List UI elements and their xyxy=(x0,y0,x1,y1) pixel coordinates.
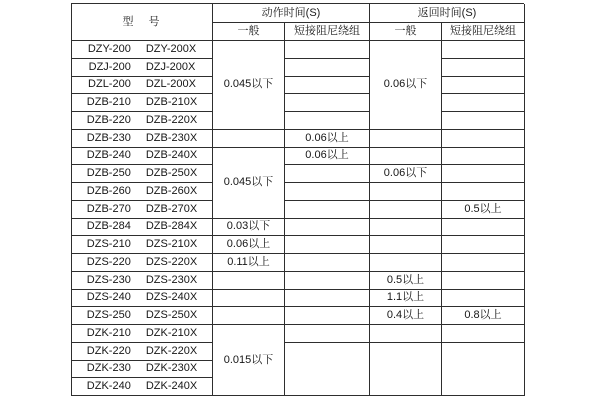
model-cell xyxy=(72,272,213,290)
model-label: DZB-260X xyxy=(145,184,198,197)
subheader-return-general: 一般 xyxy=(370,23,442,41)
subheader-return-damped-winding: 短接阻尼绕组 xyxy=(442,23,525,41)
value-cell-action-general xyxy=(213,272,285,290)
model-label: DZL-200X xyxy=(145,78,196,91)
value-cell-action-damped xyxy=(285,290,370,308)
model-label: DZS-210X xyxy=(145,238,198,251)
value-cell-return-damped xyxy=(442,254,525,272)
model-label: DZS-230 xyxy=(86,273,131,286)
value-cell-return-damped xyxy=(442,59,525,77)
value-cell-action-damped xyxy=(285,325,370,343)
model-label: DZK-230X xyxy=(145,362,198,375)
value-cell-action-damped xyxy=(285,59,370,77)
model-cell xyxy=(72,59,213,77)
value-cell-return-general xyxy=(370,219,442,237)
value-cell-return-general xyxy=(370,254,442,272)
model-cell xyxy=(72,219,213,237)
model-label: DZB-230 xyxy=(86,131,131,144)
value-cell-return-damped xyxy=(442,183,525,201)
subheader-action-general: 一般 xyxy=(213,23,285,41)
value-cell-return-damped xyxy=(442,236,525,254)
value-cell-return-general xyxy=(370,236,442,254)
value-cell-return-damped xyxy=(442,165,525,183)
value-cell-return-general xyxy=(370,183,442,201)
value-cell-action-general: 0.045以下 xyxy=(213,41,285,130)
model-label: DZK-220 xyxy=(86,344,131,357)
model-label: DZY-200X xyxy=(145,42,197,55)
model-cell xyxy=(72,130,213,148)
model-label: DZB-250 xyxy=(86,167,131,180)
value-cell-action-general: 0.03以下 xyxy=(213,219,285,237)
value-cell-return-damped xyxy=(442,325,525,343)
value-cell-return-general xyxy=(370,130,442,148)
value-cell-action-damped xyxy=(285,201,370,219)
model-cell xyxy=(72,361,213,379)
value-cell-return-damped xyxy=(442,112,525,130)
value-cell-return-general xyxy=(370,201,442,219)
model-cell xyxy=(72,201,213,219)
value-cell-return-damped: 0.8以上 xyxy=(442,307,525,325)
model-label: DZB-270 xyxy=(86,202,131,215)
header-action-time: 动作时间(S) xyxy=(213,4,370,23)
model-label: DZJ-200X xyxy=(145,60,196,73)
model-label: DZS-220X xyxy=(145,255,198,268)
value-cell-return-general: 0.5以上 xyxy=(370,272,442,290)
model-label: DZS-230X xyxy=(145,273,198,286)
value-cell-return-general: 1.1以上 xyxy=(370,290,442,308)
model-label: DZB-220X xyxy=(145,113,198,126)
value-cell-action-damped xyxy=(285,254,370,272)
value-cell-action-damped xyxy=(285,165,370,183)
value-cell-return-damped xyxy=(442,219,525,237)
model-label: DZK-210 xyxy=(86,326,131,339)
model-label: DZB-284 xyxy=(86,220,131,233)
model-cell xyxy=(72,165,213,183)
model-label: DZS-240X xyxy=(145,291,198,304)
model-label: DZB-210X xyxy=(145,96,198,109)
model-label: DZK-240X xyxy=(145,380,198,393)
model-label: DZS-250 xyxy=(86,309,131,322)
header-return-time: 返回时间(S) xyxy=(370,4,525,23)
model-label: DZK-220X xyxy=(145,344,198,357)
model-cell xyxy=(72,343,213,361)
model-cell xyxy=(72,112,213,130)
model-label: DZB-220 xyxy=(86,113,131,126)
value-cell-return-damped xyxy=(442,148,525,166)
value-cell-return-damped: 0.5以上 xyxy=(442,201,525,219)
model-cell xyxy=(72,236,213,254)
model-label: DZS-220 xyxy=(86,255,131,268)
value-cell-return-general xyxy=(370,343,442,396)
value-cell-action-general: 0.045以下 xyxy=(213,148,285,219)
model-label: DZK-210X xyxy=(145,326,198,339)
value-cell-action-general: 0.015以下 xyxy=(213,325,285,396)
value-cell-return-general: 0.4以上 xyxy=(370,307,442,325)
value-cell-action-general xyxy=(213,307,285,325)
model-cell xyxy=(72,325,213,343)
model-label: DZK-230 xyxy=(86,362,131,375)
value-cell-action-damped xyxy=(285,219,370,237)
model-label: DZJ-200 xyxy=(88,60,131,73)
value-cell-action-damped xyxy=(285,307,370,325)
value-cell-action-damped: 0.06以上 xyxy=(285,130,370,148)
value-cell-action-damped xyxy=(285,94,370,112)
subheader-action-damped-winding: 短接阻尼绕组 xyxy=(285,23,370,41)
model-cell xyxy=(72,290,213,308)
value-cell-action-damped xyxy=(285,41,370,59)
model-label: DZB-210 xyxy=(86,96,131,109)
relay-spec-table xyxy=(71,3,524,396)
value-cell-return-general xyxy=(370,325,442,343)
value-cell-action-general xyxy=(213,290,285,308)
value-cell-action-general: 0.11以上 xyxy=(213,254,285,272)
model-label: DZB-240 xyxy=(86,149,131,162)
model-label: DZB-284X xyxy=(145,220,198,233)
model-label: DZS-250X xyxy=(145,309,198,322)
model-label: DZB-250X xyxy=(145,167,198,180)
model-label: DZB-270X xyxy=(145,202,198,215)
value-cell-return-general: 0.06以下 xyxy=(370,165,442,183)
model-cell xyxy=(72,41,213,59)
model-label: DZS-210 xyxy=(86,238,131,251)
model-label: DZB-240X xyxy=(145,149,198,162)
model-label: DZB-230X xyxy=(145,131,198,144)
model-label: DZB-260 xyxy=(86,184,131,197)
header-model: 型 号 xyxy=(72,4,213,41)
model-label: DZS-240 xyxy=(86,291,131,304)
value-cell-return-general xyxy=(370,148,442,166)
value-cell-return-general: 0.06以下 xyxy=(370,41,442,130)
model-cell xyxy=(72,148,213,166)
value-cell-action-damped xyxy=(285,236,370,254)
value-cell-action-damped xyxy=(285,112,370,130)
value-cell-return-damped xyxy=(442,77,525,95)
value-cell-action-general xyxy=(213,130,285,148)
value-cell-action-damped xyxy=(285,343,370,396)
value-cell-action-damped xyxy=(285,183,370,201)
value-cell-return-damped xyxy=(442,94,525,112)
value-cell-return-damped xyxy=(442,130,525,148)
value-cell-return-damped xyxy=(442,41,525,59)
value-cell-action-general: 0.06以上 xyxy=(213,236,285,254)
model-cell xyxy=(72,378,213,396)
value-cell-return-damped xyxy=(442,290,525,308)
model-cell xyxy=(72,254,213,272)
model-cell xyxy=(72,307,213,325)
value-cell-return-damped xyxy=(442,343,525,396)
value-cell-return-damped xyxy=(442,272,525,290)
model-cell xyxy=(72,77,213,95)
value-cell-action-damped: 0.06以上 xyxy=(285,148,370,166)
model-label: DZK-240 xyxy=(86,380,131,393)
model-label: DZY-200 xyxy=(87,42,131,55)
model-label: DZL-200 xyxy=(88,78,131,91)
value-cell-action-damped xyxy=(285,272,370,290)
model-cell xyxy=(72,94,213,112)
value-cell-action-damped xyxy=(285,77,370,95)
model-cell xyxy=(72,183,213,201)
